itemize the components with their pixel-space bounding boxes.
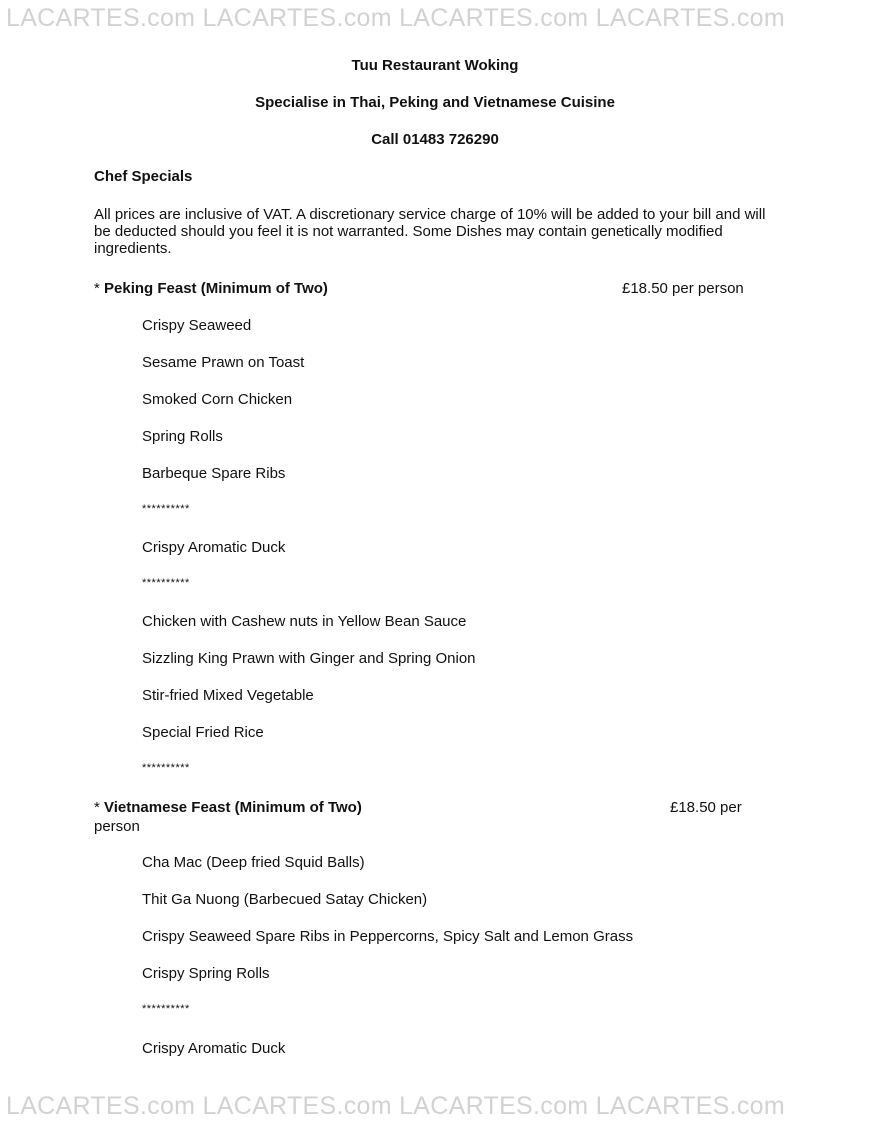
- vietnamese-feast-name: Vietnamese Feast (Minimum of Two): [104, 799, 362, 816]
- vietnamese-feast-bullet: *: [94, 799, 105, 816]
- menu-item: Special Fried Rice: [142, 724, 264, 741]
- section-title: Chef Specials: [94, 168, 193, 185]
- menu-item: Thit Ga Nuong (Barbecued Satay Chicken): [142, 891, 428, 908]
- peking-feast-price: £18.50 per person: [622, 280, 744, 297]
- peking-feast-name: Peking Feast (Minimum of Two): [104, 280, 328, 297]
- menu-item: Crispy Spring Rolls: [142, 965, 270, 982]
- menu-item: Sesame Prawn on Toast: [142, 354, 305, 371]
- menu-item: Spring Rolls: [142, 428, 223, 445]
- watermark-bottom: LACARTES.com LACARTES.com LACARTES.com LACARTES.com: [6, 1092, 785, 1120]
- vietnamese-feast-price-wrap: person: [94, 818, 140, 835]
- menu-item: Chicken with Cashew nuts in Yellow Bean Sauce: [142, 613, 467, 630]
- course-separator: **********: [142, 503, 190, 515]
- menu-item: Stir-fried Mixed Vegetable: [142, 687, 314, 704]
- menu-item: Cha Mac (Deep fried Squid Balls): [142, 854, 365, 871]
- course-separator: **********: [142, 1003, 190, 1015]
- menu-item: Crispy Seaweed: [142, 317, 252, 334]
- phone-number: Call 01483 726290: [371, 131, 499, 148]
- watermark-top: LACARTES.com LACARTES.com LACARTES.com LACARTES.com: [6, 4, 785, 32]
- menu-item: Smoked Corn Chicken: [142, 391, 293, 408]
- menu-item: Crispy Seaweed Spare Ribs in Peppercorns, Spicy Salt and Lemon Grass: [142, 928, 634, 945]
- menu-item: Crispy Aromatic Duck: [142, 539, 286, 556]
- cuisine-specialty: Specialise in Thai, Peking and Vietnamese Cuisine: [255, 94, 615, 111]
- restaurant-name: Tuu Restaurant Woking: [351, 57, 519, 74]
- menu-item: Sizzling King Prawn with Ginger and Spring Onion: [142, 650, 476, 667]
- course-separator: **********: [142, 577, 190, 589]
- vietnamese-feast-price: £18.50 per: [670, 799, 742, 816]
- course-separator: **********: [142, 762, 190, 774]
- vietnamese-feast-heading: [94, 799, 362, 816]
- menu-item: Barbeque Spare Ribs: [142, 465, 286, 482]
- vat-notice: All prices are inclusive of VAT. A discretionary service charge of 10% will be added to your bill and will be deducted should you feel it is not warranted. Some Dishes may contain genetically modified ingredients.: [94, 206, 766, 257]
- peking-feast-heading: [94, 280, 328, 297]
- menu-item: Crispy Aromatic Duck: [142, 1040, 286, 1057]
- peking-feast-bullet: *: [94, 280, 105, 297]
